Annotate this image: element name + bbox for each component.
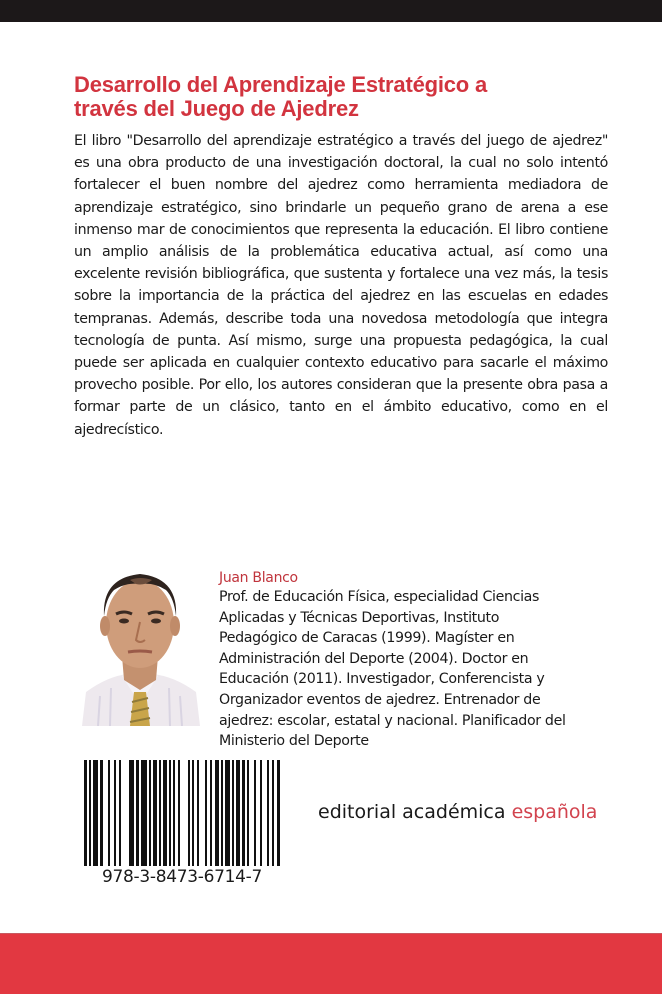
book-blurb: El libro "Desarrollo del aprendizaje estratégico a través del juego de ajedrez" es una obra producto de una investigación doctoral, la cual no solo intentó fortalecer el buen nombre del ajedrez como herramienta mediadora de aprendizaje estratégico, sino brindarle un pequeño grano de arena a ese inmenso mar de conocimientos que representa la educación. El libro contiene un amplio análisis de la problemática educativa actual, así como una excelente revisión bibliográfica, que sustenta y fortalece una vez más, la tesis sobre la importancia de la práctica del ajedrez en las escuelas en edades tempranas. Además, describe toda una novedosa metodología que integra tecnología de punta. Así mismo, surge una propuesta pedagógica, la cual puede ser aplicada en cualquier contexto educativo para sacarle el máximo provecho posible. Por ello, los autores consideran que la presente obra pasa a formar parte de un clásico, tanto en el ámbito educativo, como en el ajedrecístico. — [74, 133, 608, 438]
isbn-number: 978-3-8473-6714-7 — [101, 867, 263, 887]
book-title — [74, 73, 614, 121]
author-bio — [219, 587, 629, 752]
bio-line: Organizador eventos de ajedrez. Entrenador de — [219, 691, 541, 708]
top-bar — [0, 0, 662, 22]
author-name: Juan Blanco — [219, 570, 298, 586]
bio-line: Administración del Deporte (2004). Doctor en — [219, 650, 529, 667]
isbn-barcode — [84, 760, 280, 866]
publisher-name-accent: española — [511, 801, 598, 823]
bottom-bar — [0, 933, 662, 994]
author-portrait-icon — [78, 564, 202, 726]
barcode-icon — [84, 760, 280, 866]
author-photo — [78, 564, 202, 726]
bio-line: Educación (2011). Investigador, Conferencista y — [219, 671, 545, 688]
bio-line: Pedagógico de Caracas (1999). Magíster en — [219, 630, 515, 647]
publisher-name: editorial académica — [318, 801, 512, 823]
bio-line: Aplicadas y Técnicas Deportivas, Instituto — [219, 609, 500, 626]
title-line-1: Desarrollo del Aprendizaje Estratégico a — [74, 72, 487, 97]
bio-line: ajedrez: escolar, estatal y nacional. Planificador del — [219, 712, 566, 729]
bio-line: Ministerio del Deporte — [219, 733, 369, 750]
title-line-2: través del Juego de Ajedrez — [74, 96, 359, 121]
bio-line: Prof. de Educación Física, especialidad Ciencias — [219, 589, 540, 605]
publisher-logo — [318, 800, 597, 824]
